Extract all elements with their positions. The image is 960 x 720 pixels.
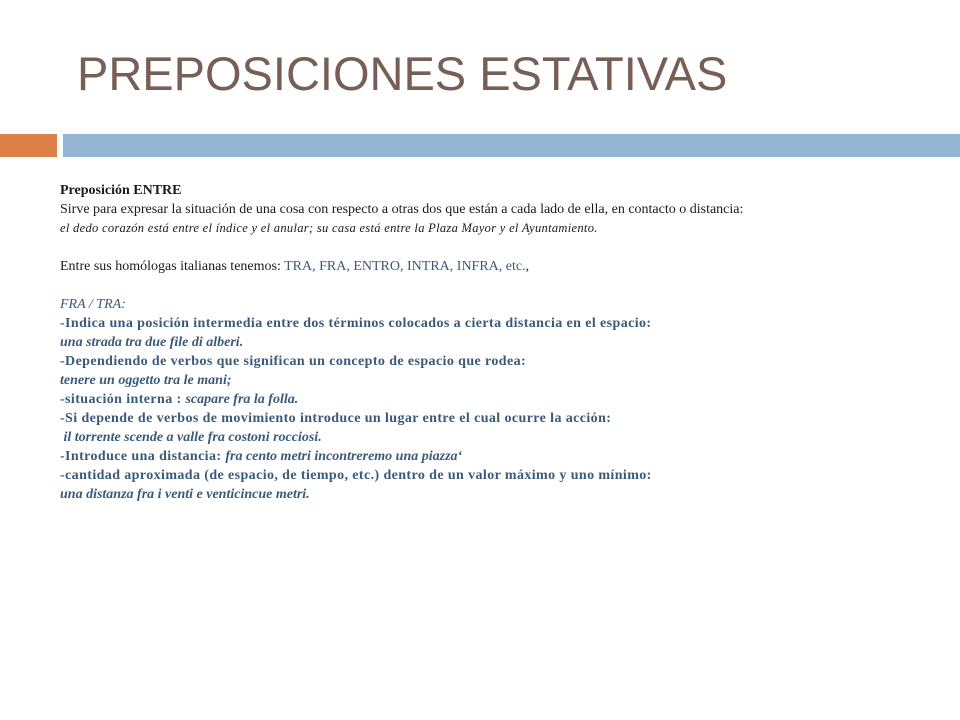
use-6-text: -cantidad aproximada (de espacio, de tiempo, etc.) dentro de un valor máximo y uno mínimo: [60,468,652,483]
definition-text: Sirve para expresar la situación de una cosa con respecto a otras dos que están a cada lado de ella, en contacto o distancia: [60,202,744,217]
use-4-text: -Si depende de verbos de movimiento introduce un lugar entre el cual ocurre la acción: [60,411,612,426]
slide-title: PREPOSICIONES ESTATIVAS [77,47,728,100]
use-5-example: fra cento metri incontreremo una piazza‘ [225,449,463,464]
subheading: FRA / TRA: [60,297,126,312]
example-sentence: el dedo corazón está entre el índice y el anular; su casa está entre la Plaza Mayor y el Ayuntamiento. [60,221,598,235]
homologs-line [60,257,940,276]
homologs-prefix: Entre sus homólogas italianas tenemos: [60,259,285,274]
spacer [60,238,940,257]
use-5-text: -Introduce una distancia: [60,449,226,464]
homologs-suffix: , [525,259,530,274]
use-6-example: una distanza fra i venti e venticincue metri. [60,487,310,502]
accent-bar-blue [63,134,960,157]
use-4-example: il torrente scende a valle fra costoni rocciosi. [60,430,322,445]
use-1-example: una strada tra due file di alberi. [60,335,244,350]
use-3-example: scapare fra la folla. [185,392,299,407]
use-5-line [60,447,940,466]
use-3-line [60,390,940,409]
use-3-text: -situación interna : [60,392,186,407]
spacer [60,276,940,295]
slide-body [60,181,940,504]
accent-bar-orange [0,134,57,157]
homologs-list: TRA, FRA, ENTRO, INTRA, INFRA, etc. [284,259,526,274]
section-heading: Preposición ENTRE [60,183,182,198]
use-1-text: -Indica una posición intermedia entre dos términos colocados a cierta distancia en el espacio: [60,316,652,331]
use-2-text: -Dependiendo de verbos que significan un concepto de espacio que rodea: [60,354,527,369]
use-2-example: tenere un oggetto tra le mani; [60,373,232,388]
